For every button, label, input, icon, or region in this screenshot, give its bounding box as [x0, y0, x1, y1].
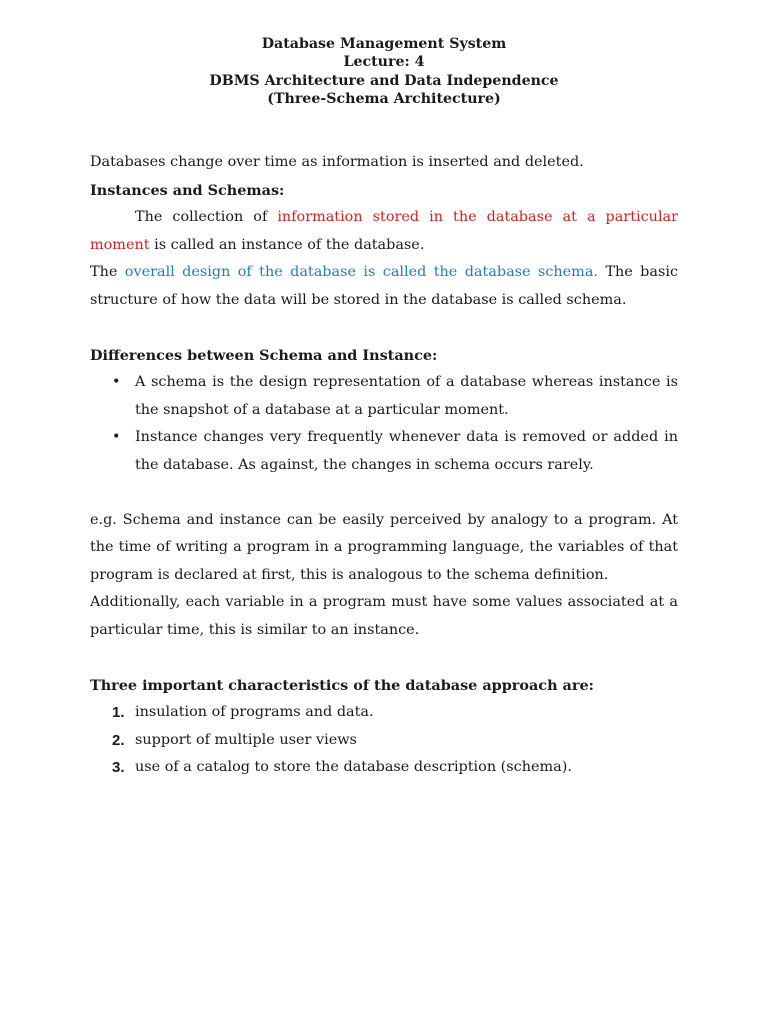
- schema-definition-text: The: [90, 264, 125, 280]
- characteristics-item-text: support of multiple user views: [135, 731, 357, 748]
- instance-highlight: information stored in the database at a particular moment: [90, 209, 679, 253]
- intro-paragraph: Databases change over time as information is inserted and deleted.: [90, 154, 584, 170]
- differences-item-text: Instance changes very frequently whenever data is removed or added in the database. As against, the changes in schema occurs rarely.: [135, 429, 678, 473]
- differences-heading: Differences between Schema and Instance:: [90, 346, 438, 364]
- bullet-icon: •: [112, 429, 121, 445]
- instance-definition-text: The collection of: [135, 209, 278, 225]
- instances-schemas-heading: Instances and Schemas:: [90, 181, 285, 199]
- lecture-topic: DBMS Architecture and Data Independence: [209, 72, 559, 89]
- bullet-icon: •: [112, 374, 121, 390]
- schema-definition-paragraph: [90, 259, 678, 314]
- course-title: Database Management System: [261, 36, 507, 52]
- characteristics-item-text: insulation of programs and data.: [135, 704, 374, 720]
- example-paragraph-continued: Additionally, each variable in a program must have some values associated at a particular time, this is similar to an instance.: [90, 594, 678, 638]
- characteristics-item-text: use of a catalog to store the database description (schema).: [135, 759, 572, 775]
- characteristics-item: [90, 727, 678, 755]
- differences-item: [90, 424, 678, 479]
- list-number: 1.: [112, 704, 125, 721]
- list-number: 3.: [112, 759, 125, 776]
- characteristics-item: [90, 699, 678, 727]
- characteristics-item: [90, 754, 678, 782]
- schema-definition-tail: The basic structure of how the data will be stored in the database is called schema.: [90, 264, 679, 308]
- instance-definition-paragraph: [90, 204, 678, 259]
- list-number: 2.: [112, 731, 125, 749]
- characteristics-heading: Three important characteristics of the database approach are:: [90, 676, 594, 694]
- spacer: [90, 644, 678, 672]
- lecture-subtitle: (Three-Schema Architecture): [267, 90, 501, 107]
- spacer: [90, 479, 678, 507]
- document-title-block: [0, 35, 768, 108]
- differences-item-text: A schema is the design representation of a database whereas instance is the snapshot of a database at a particular moment.: [135, 374, 678, 418]
- schema-highlight: overall design of the database is called the database schema.: [124, 264, 598, 280]
- differences-item: [90, 369, 678, 424]
- instance-definition-tail: is called an instance of the database.: [149, 236, 425, 253]
- spacer: [90, 314, 678, 342]
- document-body: [90, 149, 678, 782]
- example-paragraph: e.g. Schema and instance can be easily perceived by analogy to a program. At the time of writing a program in a programming language, the variables of that program is declared at first, this is analogous to the schema definition.: [90, 511, 678, 583]
- lecture-number: Lecture: 4: [343, 54, 425, 71]
